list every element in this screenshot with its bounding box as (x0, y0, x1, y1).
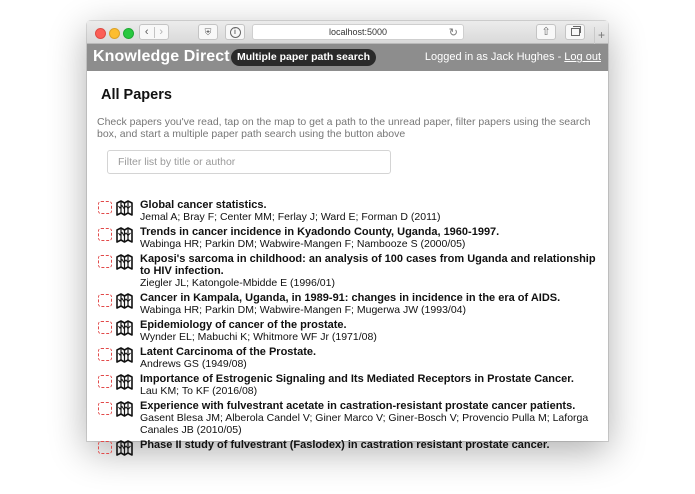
map-icon[interactable] (116, 374, 133, 390)
minimize-window-button[interactable] (109, 28, 120, 39)
show-tabs-button[interactable] (565, 24, 585, 40)
paper-authors: Jemal A; Bray F; Center MM; Ferlay J; Ward E; Forman D (2011) (140, 211, 441, 223)
logout-link[interactable]: Log out (564, 51, 601, 63)
read-checkbox[interactable] (98, 201, 112, 214)
read-checkbox[interactable] (98, 228, 112, 241)
user-status (425, 51, 601, 63)
map-icon[interactable] (116, 254, 133, 270)
url-text: localhost:5000 (328, 27, 388, 37)
paper-row (98, 199, 598, 223)
map-icon[interactable] (116, 227, 133, 243)
share-icon[interactable]: ⇧ (536, 24, 556, 40)
multiple-paper-path-search-button[interactable]: Multiple paper path search (231, 49, 376, 66)
read-checkbox[interactable] (98, 255, 112, 268)
read-checkbox[interactable] (98, 321, 112, 334)
map-icon[interactable] (116, 347, 133, 363)
paper-authors: Andrews GS (1949/08) (140, 358, 247, 370)
paper-title: Kaposi's sarcoma in childhood: an analysis of 100 cases from Uganda and relationship to HIV infection. (140, 253, 596, 277)
reload-icon[interactable]: ↻ (448, 27, 458, 39)
new-tab-icon[interactable]: + (594, 27, 608, 44)
tabs-icon (571, 28, 580, 36)
paper-authors: Wynder EL; Mabuchi K; Whitmore WF Jr (1971/08) (140, 331, 377, 343)
paper-authors: Lau KM; To KF (2016/08) (140, 385, 258, 397)
zoom-window-button[interactable] (123, 28, 134, 39)
forward-arrow-icon[interactable]: › (159, 25, 164, 38)
paper-title: Trends in cancer incidence in Kyadondo County, Uganda, 1960-1997. (140, 226, 500, 238)
filter-input[interactable] (107, 150, 391, 174)
paper-row (98, 292, 598, 316)
paper-list (98, 199, 598, 454)
page-title: All Papers (101, 87, 172, 103)
paper-title: Importance of Estrogenic Signaling and Its Mediated Receptors in Prostate Cancer. (140, 373, 574, 385)
info-button[interactable] (225, 24, 245, 40)
shield-icon[interactable]: ⛨ (198, 24, 218, 40)
read-checkbox[interactable] (98, 402, 112, 415)
paper-row (98, 253, 598, 289)
paper-title: Latent Carcinoma of the Prostate. (140, 346, 317, 358)
browser-toolbar (87, 21, 608, 44)
map-icon[interactable] (116, 293, 133, 309)
close-window-button[interactable] (95, 28, 106, 39)
read-checkbox[interactable] (98, 294, 112, 307)
paper-authors: Gasent Blesa JM; Alberola Candel V; Giner Marco V; Giner-Bosch V; Provencio Pulla M; Laforga Canales JB (2010/05) (140, 412, 589, 436)
paper-title: Experience with fulvestrant acetate in castration-resistant prostate cancer patients. (140, 400, 576, 412)
paper-authors: Wabinga HR; Parkin DM; Wabwire-Mangen F; Nambooze S (2000/05) (140, 238, 466, 250)
paper-row (98, 319, 598, 343)
info-icon: i (230, 27, 241, 38)
app-header (87, 44, 608, 71)
history-nav (139, 24, 169, 40)
paper-authors: Ziegler JL; Katongole-Mbidde E (1996/01) (140, 277, 335, 289)
paper-row (98, 346, 598, 370)
paper-row (98, 226, 598, 250)
read-checkbox[interactable] (98, 441, 112, 454)
paper-authors: Wabinga HR; Parkin DM; Wabwire-Mangen F; Mugerwa JW (1993/04) (140, 304, 466, 316)
paper-title: Phase II study of fulvestrant (Faslodex) in castration resistant prostate cancer. (140, 439, 550, 451)
map-icon[interactable] (116, 200, 133, 216)
map-icon[interactable] (116, 440, 133, 456)
back-arrow-icon[interactable]: ‹ (140, 27, 155, 38)
read-checkbox[interactable] (98, 375, 112, 388)
instructions-text: Check papers you've read, tap on the map to get a path to the unread paper, filter papers using the search box, and start a multiple paper path search using the button above (97, 116, 591, 140)
map-icon[interactable] (116, 401, 133, 417)
brand-title[interactable]: Knowledge Direct (93, 48, 230, 65)
address-bar[interactable] (252, 24, 464, 40)
paper-row (98, 373, 598, 397)
paper-title: Epidemiology of cancer of the prostate. (140, 319, 347, 331)
paper-row (98, 400, 598, 436)
map-icon[interactable] (116, 320, 133, 336)
paper-title: Cancer in Kampala, Uganda, in 1989-91: changes in incidence in the era of AIDS. (140, 292, 561, 304)
paper-row (98, 439, 598, 451)
main-content (87, 71, 608, 451)
logged-in-text: Logged in as Jack Hughes - (424, 51, 565, 63)
paper-title: Global cancer statistics. (140, 199, 267, 211)
browser-window (87, 21, 608, 451)
read-checkbox[interactable] (98, 348, 112, 361)
